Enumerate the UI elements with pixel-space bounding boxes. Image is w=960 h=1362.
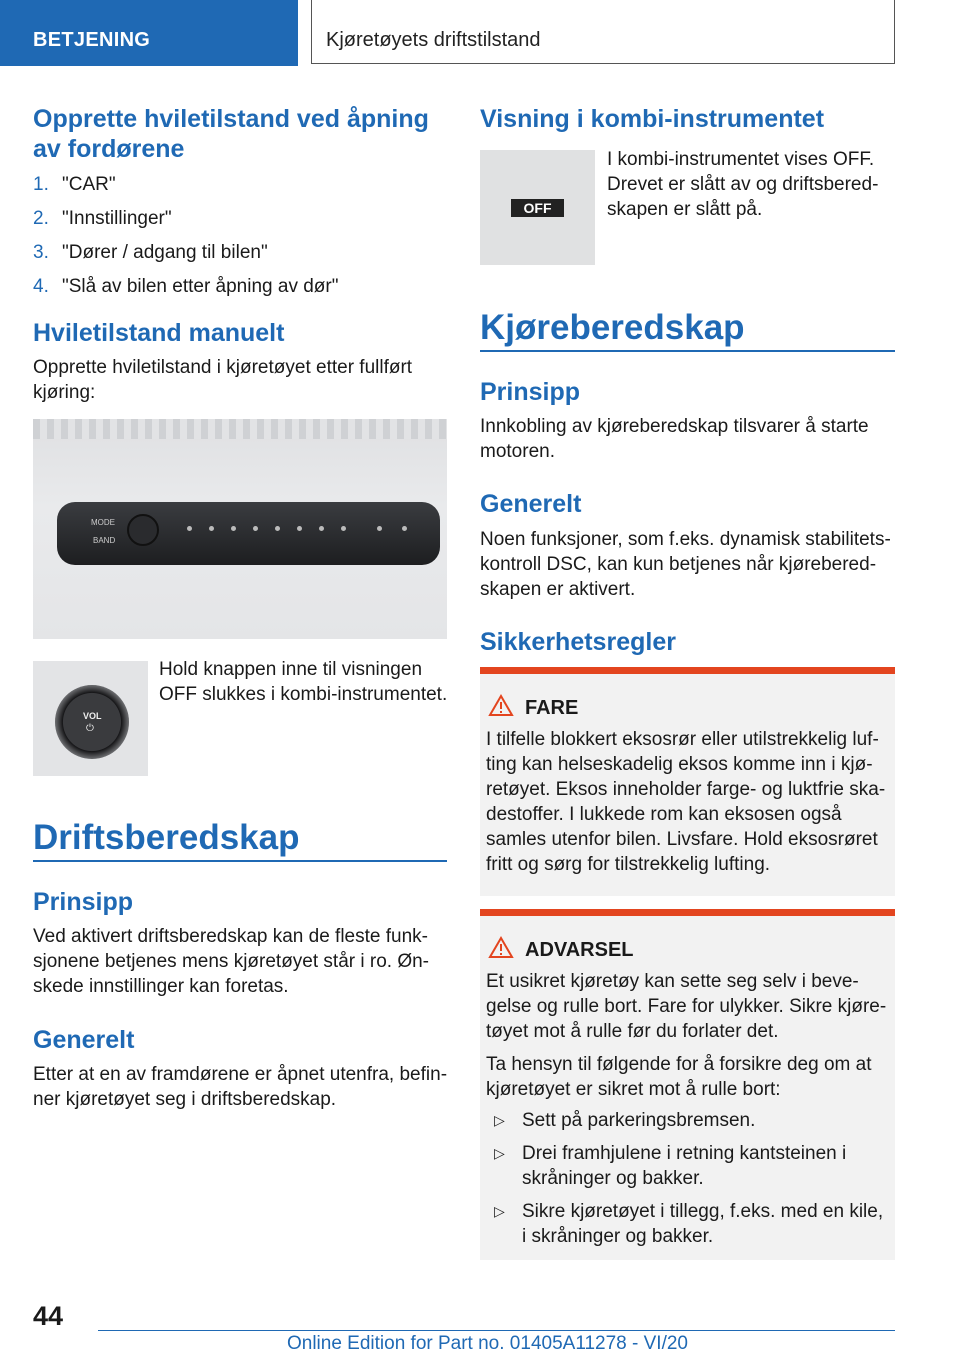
preset-button (341, 526, 346, 531)
heading-prinsipp-right: Prinsipp (480, 378, 581, 406)
bullet-text: Sett på parkeringsbremsen. (522, 1110, 756, 1131)
step-text: "Dører / adgang til bilen" (62, 242, 268, 263)
step-text: "Slå av bilen etter åpning av dør" (62, 276, 339, 297)
heading-manual-rest: Hviletilstand manuelt (33, 319, 285, 347)
step-number: 3. (33, 242, 49, 263)
preset-button (209, 526, 214, 531)
preset-button (253, 526, 258, 531)
preset-button (319, 526, 324, 531)
off-indicator: OFF (511, 199, 564, 217)
power-icon: ⏻ (86, 723, 94, 734)
volume-knob (127, 514, 159, 546)
list-item (33, 172, 447, 206)
warning-triangle-icon (488, 936, 514, 959)
paragraph-visning: I kombi-instrumentet vises OFF. Drevet er slått av og driftsberedskapen er slått på. (607, 149, 879, 220)
heading-kjoreberedskap: Kjøreberedskap (480, 308, 745, 347)
list-item (33, 274, 447, 308)
vol-knob-photo (33, 661, 148, 776)
instrument-cluster-image (480, 150, 595, 265)
warning-triangle-icon (488, 694, 514, 717)
heading-open-rest: Opprette hviletilstand ved åpning av fordørene (33, 105, 429, 163)
vol-label: VOL (83, 711, 102, 721)
preset-button (297, 526, 302, 531)
heading-generelt-left: Generelt (33, 1026, 135, 1054)
triangle-bullet-icon: ▷ (494, 1145, 505, 1161)
list-item (494, 1108, 889, 1133)
triangle-bullet-icon: ▷ (494, 1203, 505, 1219)
paragraph-hold: Hold knappen inne til visningen OFF slukkes i kombi-instrumentet. (159, 659, 448, 705)
list-item (494, 1141, 889, 1191)
list-item (494, 1199, 889, 1249)
step-number: 1. (33, 174, 49, 195)
footer-rule (98, 1330, 895, 1331)
heading-sikkerhetsregler: Sikkerhetsregler (480, 628, 676, 656)
skip-forward-button (402, 526, 407, 531)
chapter-header (311, 0, 895, 64)
paragraph-generelt-left: Etter at en av framdørene er åpnet utenfra, befinner kjøretøyet seg i driftsberedskap. (33, 1064, 448, 1110)
step-number: 4. (33, 276, 49, 297)
paragraph-prinsipp-right: Innkobling av kjøreberedskap tilsvarer å starte motoren. (480, 416, 869, 462)
paragraph-prinsipp-left: Ved aktivert driftsberedskap kan de fleste funksjonene betjenes mens kjøretøyet står i ro. Ønskede innstillinger kan foretas. (33, 926, 429, 997)
paragraph-generelt-right: Noen funksjoner, som f.eks. dynamisk stabilitetskontroll DSC, kan kun betjenes når kjøreberedskapen er aktivert. (480, 529, 891, 600)
heading-generelt-right: Generelt (480, 490, 582, 518)
step-text: "CAR" (62, 174, 116, 195)
page-number: 44 (33, 1301, 64, 1331)
mode-label: MODE (91, 518, 115, 527)
warning-text-1: Et usikret kjøretøy kan sette seg selv i bevegelse og rulle bort. Fare for ulykker. Sikre kjøretøyet mot å rulle før du forlater det. (486, 971, 887, 1042)
band-label: BAND (93, 536, 116, 545)
heading-visning: Visning i kombi-instrumentet (480, 105, 825, 133)
warning-text-2: Ta hensyn til følgende for å forsikre deg om at kjøretøyet er sikret mot å rulle bort: (486, 1054, 872, 1100)
warning-title: ADVARSEL (525, 939, 634, 961)
audio-panel (57, 502, 440, 565)
danger-text: I tilfelle blokkert eksosrør eller utilstrekkelig lufting kan helseskadelig eksos komme inn i kjøretøyet. Eksos inneholder farge- og luktfrie skadestoffer. I lukkede rom kan eksosen også samles utenfor bilen. Livsfare. Hold eksosrøret fritt og sørg for tilstrekkelig lufting. (486, 729, 886, 875)
heading-rule (480, 350, 895, 352)
control-panel-photo (33, 419, 447, 639)
preset-button (187, 526, 192, 531)
danger-bar (480, 667, 895, 674)
danger-box (480, 667, 895, 896)
steps-list (33, 172, 447, 308)
chapter-title: Kjøretøyets driftstilstand (326, 29, 541, 51)
paragraph-manual: Opprette hviletilstand i kjøretøyet etter fullført kjøring: (33, 357, 413, 403)
section-tab (0, 0, 298, 66)
warning-bar (480, 909, 895, 916)
air-vent (33, 419, 447, 439)
edition-label: Online Edition for Part no. 01405A11278 - VI/20 (286, 1333, 688, 1354)
bullet-text: Drei framhjulene i retning kantsteinen i skråninger og bakker. (522, 1143, 847, 1189)
heading-driftsberedskap: Driftsberedskap (33, 818, 300, 857)
triangle-bullet-icon: ▷ (494, 1112, 505, 1128)
list-item (33, 206, 447, 240)
skip-back-button (377, 526, 382, 531)
list-item (33, 240, 447, 274)
vol-knob (55, 685, 129, 759)
danger-title: FARE (525, 697, 579, 719)
step-number: 2. (33, 208, 49, 229)
warning-bullets (494, 1108, 889, 1249)
heading-rule (33, 860, 447, 862)
step-text: "Innstillinger" (62, 208, 172, 229)
bullet-text: Sikre kjøretøyet i tillegg, f.eks. med en kile, i skråninger og bakker. (522, 1201, 884, 1247)
heading-prinsipp-left: Prinsipp (33, 888, 134, 916)
preset-button (231, 526, 236, 531)
section-label: BETJENING (33, 29, 151, 51)
warning-box (480, 909, 895, 1260)
preset-button (275, 526, 280, 531)
